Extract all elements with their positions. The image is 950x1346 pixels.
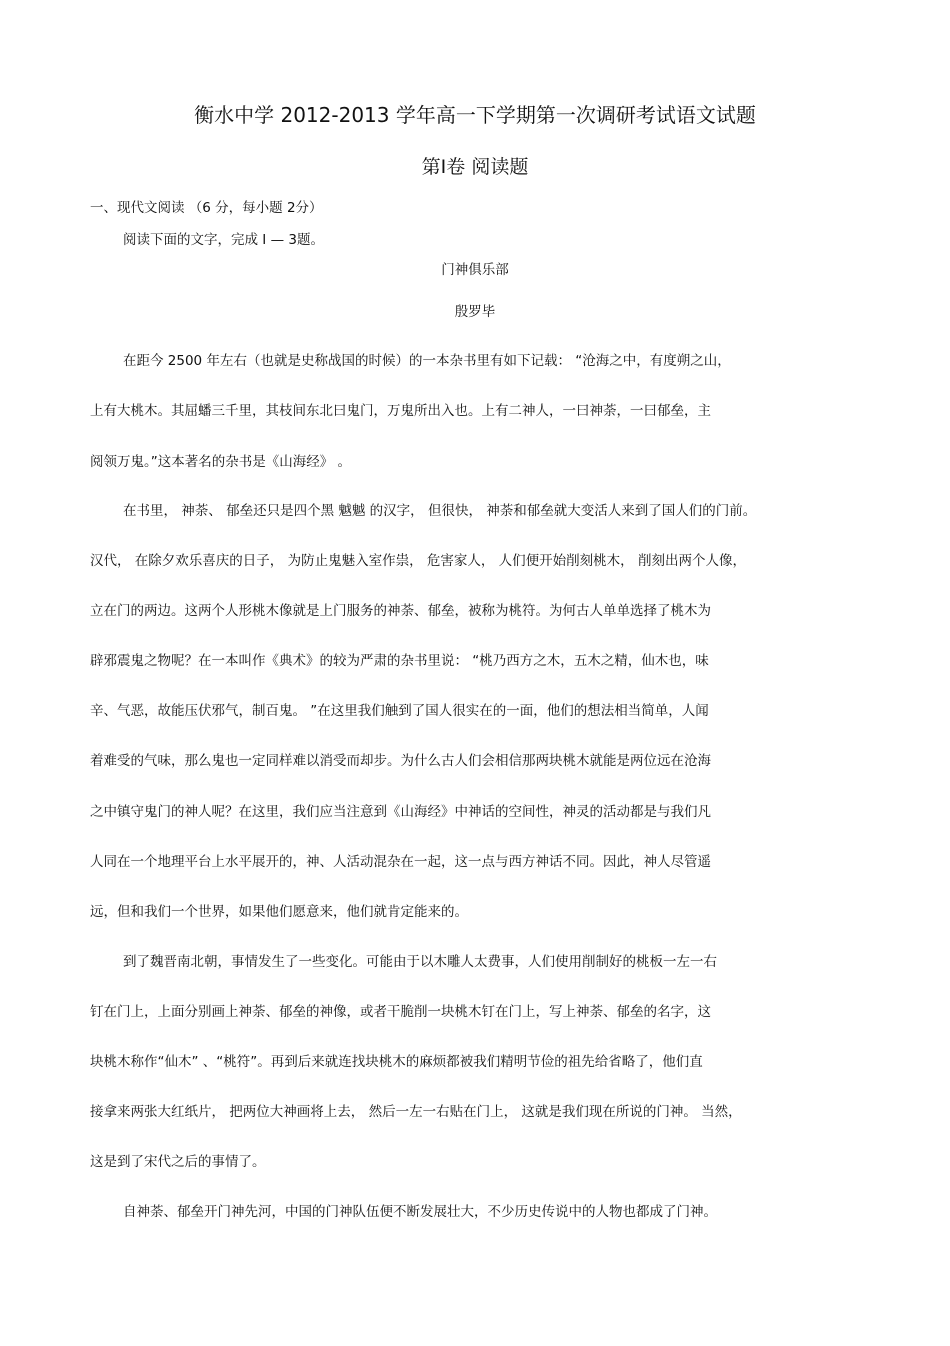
paragraph-line: 远，但和我们一个世界，如果他们愿意来，他们就肯定能来的。 [90, 904, 468, 920]
article-author: 殷罗毕 [454, 304, 496, 320]
instruction-text: 阅读下面的文字，完成 Ⅰ — 3题。 [123, 232, 324, 248]
paragraph-line: 着难受的气味，那么鬼也一定同样难以消受而却步。为什么古人们会相信那两块桃木就能是两位远在沧海 [90, 753, 711, 769]
exam-title: 衡水中学 2012-2013 学年高一下学期第一次调研考试语文试题 [194, 103, 756, 127]
paragraph-line: 块桃木称作“仙木” 、“桃符”。再到后来就连找块桃木的麻烦都被我们精明节俭的祖先给省略了，他们直 [90, 1054, 703, 1070]
paragraph-line: 这是到了宋代之后的事情了。 [90, 1154, 266, 1170]
paragraph-line: 钉在门上，上面分别画上神荼、郁垒的神像，或者干脆削一块桃木钉在门上，写上神荼、郁垒的名字，这 [90, 1004, 711, 1020]
article-title: 门神俱乐部 [441, 262, 509, 278]
paragraph-line: 辟邪震鬼之物呢？在一本叫作《典术》的较为严肃的杂书里说： “桃乃西方之木，五木之精，仙木也，味 [90, 653, 709, 669]
paragraph-line: 在书里， 神荼、 郁垒还只是四个黑 魆魆 的汉字， 但很快， 神荼和郁垒就大变活人来到了国人们的门前。 [123, 503, 757, 519]
paragraph-line: 之中镇守鬼门的神人呢？在这里，我们应当注意到《山海经》中神话的空间性，神灵的活动都是与我们凡 [90, 804, 711, 820]
paragraph-line: 接拿来两张大红纸片， 把两位大神画将上去， 然后一左一右贴在门上， 这就是我们现在所说的门神。 当然， [90, 1104, 742, 1120]
paragraph-line: 在距今 2500 年左右（也就是史称战国的时候）的一本杂书里有如下记载： “沧海之中，有度朔之山， [123, 353, 731, 369]
part-title: 第Ⅰ卷 阅读题 [421, 156, 529, 178]
paragraph-line: 阅领万鬼。”这本著名的杂书是《山海经》 。 [90, 454, 352, 470]
section-heading: 一、现代文阅读 （6 分，每小题 2分） [90, 200, 323, 216]
paragraph-line: 到了魏晋南北朝，事情发生了一些变化。可能由于以木雕人太费事，人们使用削制好的桃板一左一右 [123, 954, 717, 970]
paragraph-line: 辛、气恶，故能压伏邪气，制百鬼。 ”在这里我们触到了国人很实在的一面，他们的想法相当简单，人闻 [90, 703, 709, 719]
paragraph-line: 人同在一个地理平台上水平展开的，神、人活动混杂在一起，这一点与西方神话不同。因此，神人尽管遥 [90, 854, 711, 870]
paragraph-line: 汉代， 在除夕欢乐喜庆的日子， 为防止鬼魅入室作祟， 危害家人， 人们便开始削刻桃木， 削刻出两个人像， [90, 553, 746, 569]
paragraph-line: 上有大桃木。其屈蟠三千里，其枝间东北曰鬼门，万鬼所出入也。上有二神人，一曰神荼，一曰郁垒，主 [90, 403, 711, 419]
paragraph-line: 自神荼、郁垒开门神先河，中国的门神队伍便不断发展壮大，不少历史传说中的人物也都成了门神。 [123, 1204, 717, 1220]
paragraph-line: 立在门的两边。这两个人形桃木像就是上门服务的神荼、郁垒，被称为桃符。为何古人单单选择了桃木为 [90, 603, 711, 619]
